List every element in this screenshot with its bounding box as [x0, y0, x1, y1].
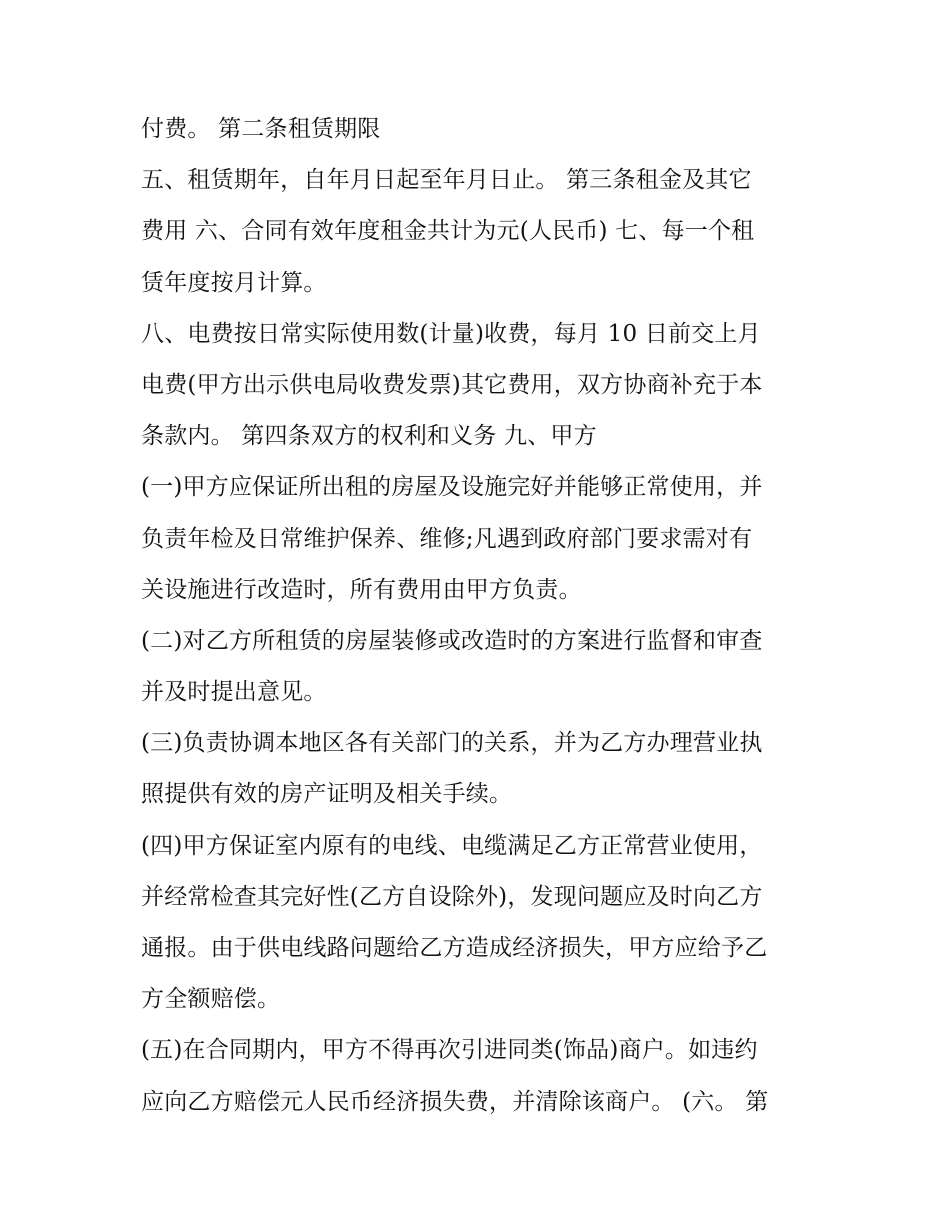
text-line: 照提供有效的房产证明及相关手续。: [141, 781, 513, 808]
text-line: 费用 六、合同有效年度租金共计为元(人民币) 七、每一个租: [141, 218, 755, 245]
text-line: 通报。由于供电线路问题给乙方造成经济损失，甲方应给予乙: [141, 935, 768, 961]
text-line: 付费。 第二条租赁期限: [141, 116, 381, 142]
text-line: 条款内。 第四条双方的权利和义务 九、甲方: [141, 423, 597, 450]
text-line: 五、租赁期年，自年月日起至年月日止。 第三条租金及其它: [141, 167, 752, 194]
text-line: 方全额赔偿。: [141, 986, 281, 1013]
text-line: 电费(甲方出示供电局收费发票)其它费用，双方协商补充于本: [141, 371, 763, 398]
text-line: (二)对乙方所租赁的房屋装修或改造时的方案进行监督和审查: [141, 627, 763, 654]
text-line: (五)在合同期内，甲方不得再次引进同类(饰品)商户。如违约: [141, 1037, 758, 1064]
text-line: (三)负责协调本地区各有关部门的关系，并为乙方办理营业执: [141, 730, 763, 757]
text-line: 并经常检查其完好性(乙方自设除外)，发现问题应及时向乙方: [141, 883, 763, 910]
text-line: 应向乙方赔偿元人民币经济损失费，并清除该商户。 (六。 第: [141, 1088, 769, 1115]
contract-text: [141, 104, 831, 1128]
text-line: (一)甲方应保证所出租的房屋及设施完好并能够正常使用，并: [141, 474, 763, 501]
text-line: 负责年检及日常维护保养、维修;凡遇到政府部门要求需对有: [141, 525, 753, 552]
text-line: 关设施进行改造时，所有费用由甲方负责。: [141, 576, 582, 603]
text-line: (四)甲方保证室内原有的电线、电缆满足乙方正常营业使用，: [141, 832, 763, 859]
text-line: 赁年度按月计算。: [141, 269, 327, 296]
text-line: 并及时提出意见。: [141, 679, 327, 706]
text-line: 八、电费按日常实际使用数(计量)收费，每月 10 日前交上月: [141, 320, 761, 347]
